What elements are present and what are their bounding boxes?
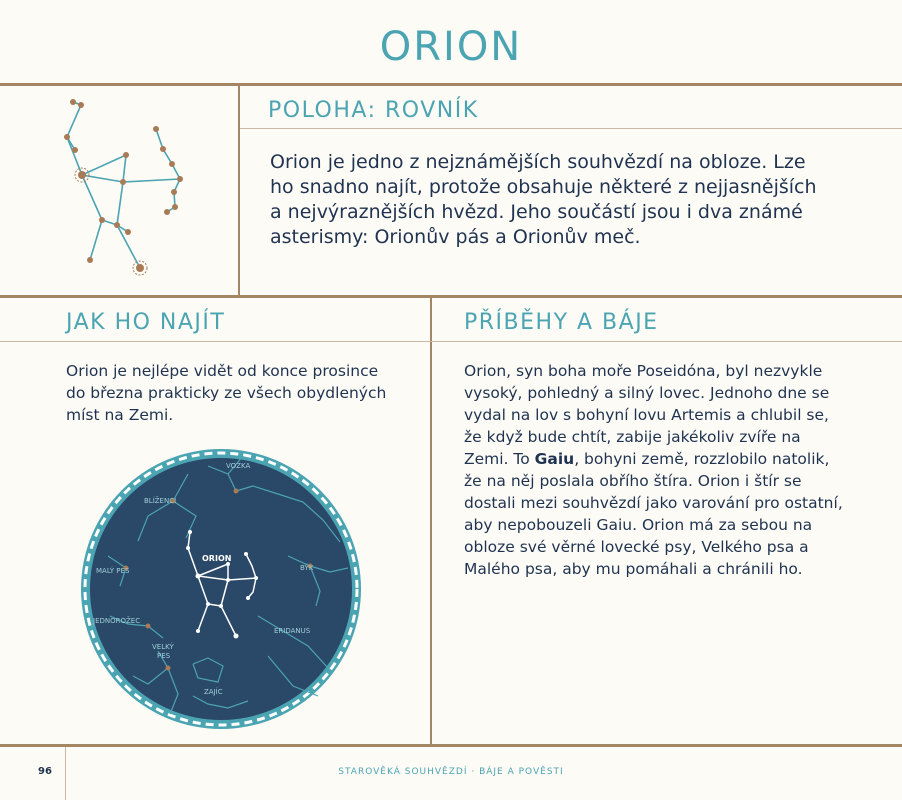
orion-constellation-diagram <box>40 92 220 292</box>
label-orion: ORION <box>202 554 232 563</box>
label-velky: VELKÝ <box>152 643 174 651</box>
position-heading: POLOHA: ROVNÍK <box>268 98 479 123</box>
page-number: 96 <box>38 766 52 777</box>
label-vozka: VOZKA <box>226 462 251 470</box>
stories-text-before: Orion, syn boha moře Poseidóna, byl nezvykle vysoký, pohledný a silný lovec. Jednoho dne se vydal na lov s bohyní lovu Artemis a chlubil se, že když bude chtít, zabije jakékoliv zvíře na Zemi. To <box>464 362 830 468</box>
sky-map <box>78 446 364 732</box>
bottom-rule <box>0 744 902 747</box>
stories-paragraph <box>464 360 844 580</box>
label-byk: BÝK <box>300 564 314 572</box>
label-pes: PES <box>157 652 171 660</box>
top-rule <box>0 83 902 86</box>
label-blizenci: BLÍŽENCI <box>144 497 177 505</box>
heading-underline <box>240 128 902 129</box>
intro-paragraph: Orion je jedno z nejznámějších souhvězdí na obloze. Lze ho snadno najít, protože obsahuje některé z nejjasnějších a nejvýraznějších hvězd. Jeho součástí jsou i dva známé asterismy: Orionův pás a Orionův meč. <box>270 151 817 248</box>
middle-rule <box>0 295 902 298</box>
find-paragraph: Orion je nejlépe vidět od konce prosince do března prakticky ze všech obydlených míst na Zemi. <box>66 362 387 424</box>
label-jednorozec: JEDNOROŽEC <box>93 617 141 625</box>
column-divider <box>430 298 432 745</box>
label-zajic: ZAJÍC <box>204 688 223 696</box>
upper-divider <box>238 86 240 296</box>
find-heading: JAK HO NAJÍT <box>66 310 226 335</box>
label-eridanus: ERIDANUS <box>274 627 311 635</box>
running-footer: STAROVĚKÁ SOUHVĚZDÍ · BÁJE A POVĚSTI <box>338 767 564 777</box>
page-title: ORION <box>379 24 523 70</box>
stories-heading: PŘÍBĚHY A BÁJE <box>464 310 659 335</box>
section-underline <box>0 341 902 342</box>
stories-text-after: , bohyni země, rozzlobilo natolik, že na něj poslala obřího štíra. Orion i štír se dostali mezi souhvězdí jako varování pro ostatní, aby nepobouzeli Gaiu. Orion má za sebou na obloze své věrné lovecké psy, Velkého psa a Malého psa, aby mu pomáhali a chránili ho. <box>464 450 843 578</box>
gaia-bold-word: Gaiu <box>534 450 575 468</box>
label-maly-pes: MALÝ PES <box>96 567 130 575</box>
